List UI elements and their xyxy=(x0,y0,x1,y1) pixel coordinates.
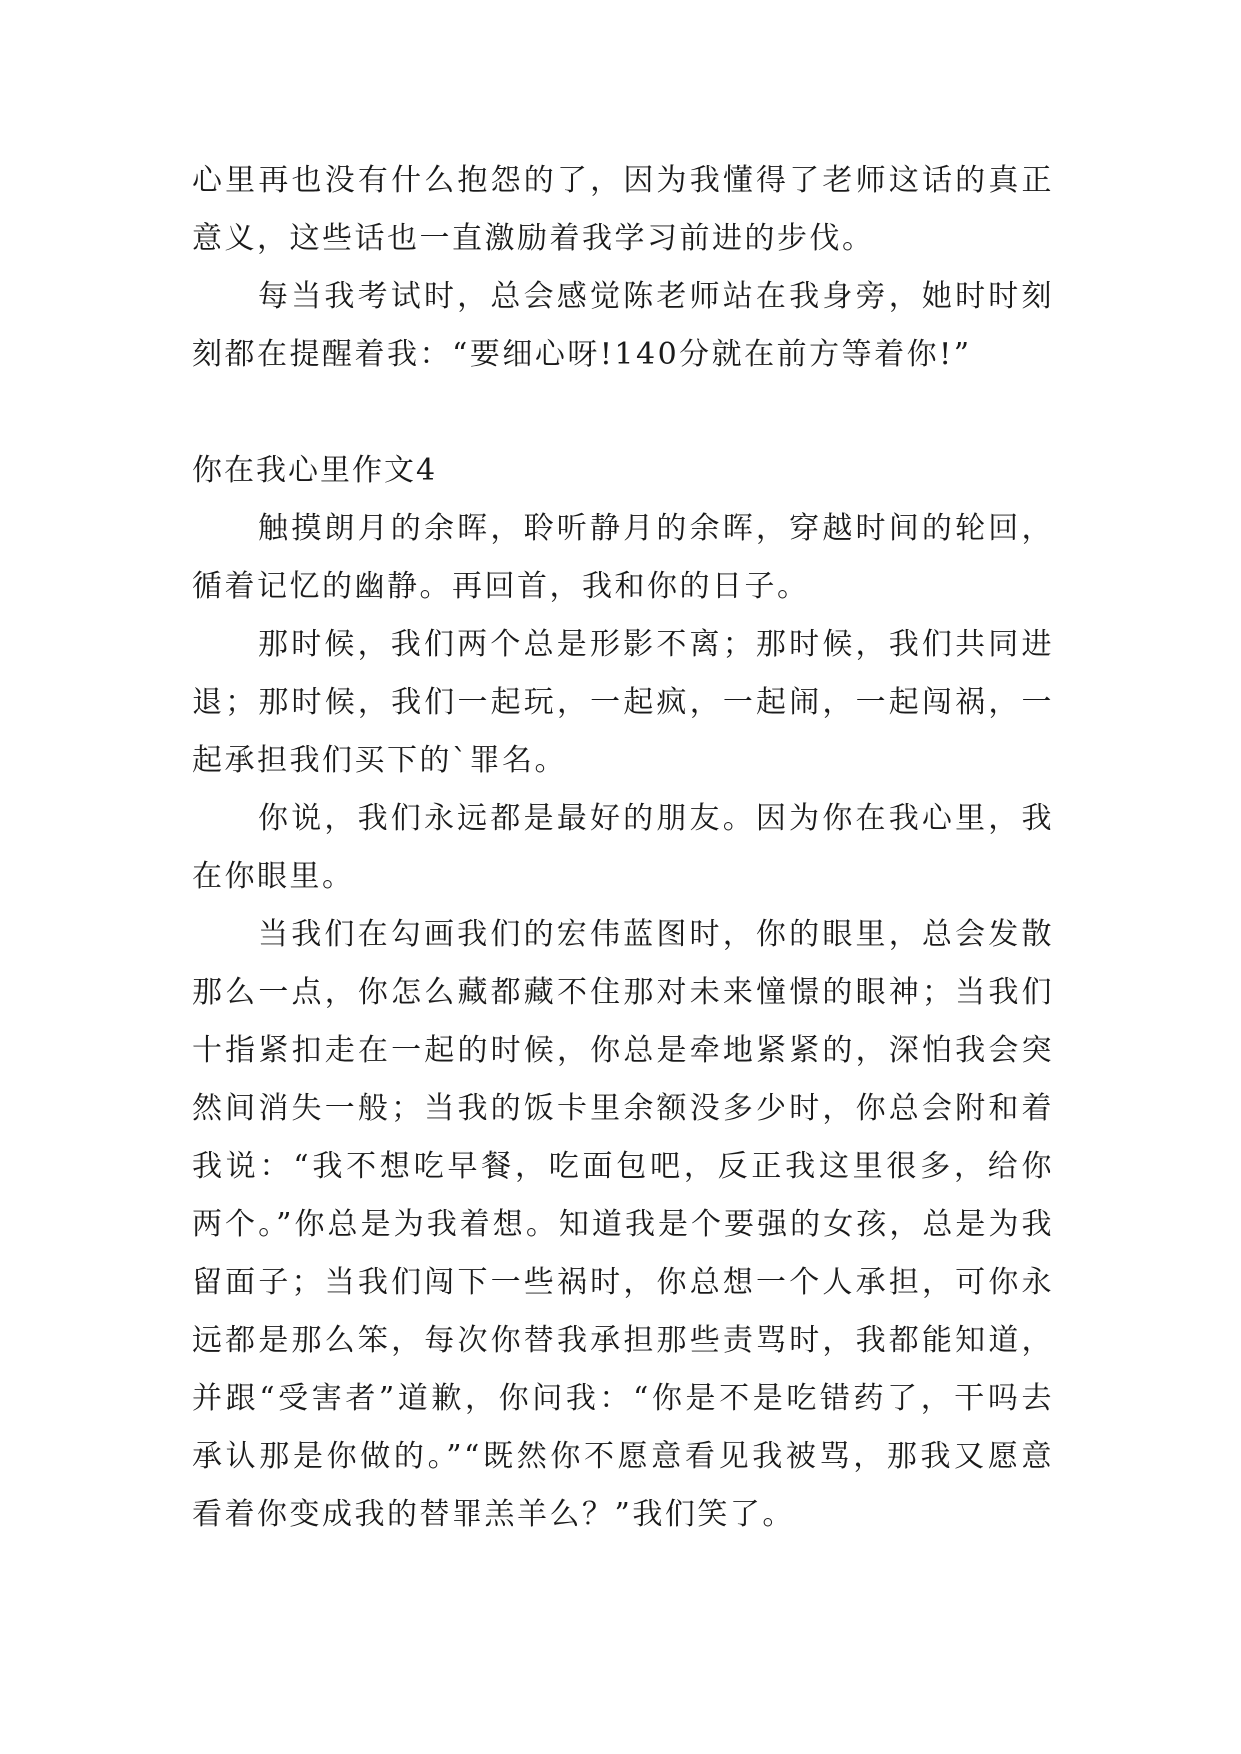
paragraph-back-then: 那时候，我们两个总是形影不离；那时候，我们共同进退；那时候，我们一起玩，一起疯，一起闹，一起闯祸，一起承担我们买下的`罪名。 xyxy=(192,627,1054,778)
document-body xyxy=(192,152,1054,1544)
section-title: 你在我心里作文4 xyxy=(192,453,438,488)
paragraph-moonlight: 触摸朗月的余晖，聆听静月的余晖，穿越时间的轮回，循着记忆的幽静。再回首，我和你的日子。 xyxy=(192,511,1054,604)
paragraph-memories: 当我们在勾画我们的宏伟蓝图时，你的眼里，总会发散那么一点，你怎么藏都藏不住那对未来憧憬的眼神；当我们十指紧扣走在一起的时候，你总是牵地紧紧的，深怕我会突然间消失一般；当我的饭卡里余额没多少时，你总会附和着我说：“我不想吃早餐，吃面包吧，反正我这里很多，给你两个。”你总是为我着想。知道我是个要强的女孩，总是为我留面子；当我们闯下一些祸时，你总想一个人承担，可你永远都是那么笨，每次你替我承担那些责骂时，我都能知道，并跟“受害者”道歉，你问我：“你是不是吃错药了，干吗去承认那是你做的。”“既然你不愿意看见我被骂，那我又愿意看着你变成我的替罪羔羊么？”我们笑了。 xyxy=(192,917,1054,1532)
paragraph-exam: 每当我考试时，总会感觉陈老师站在我身旁，她时时刻刻都在提醒着我：“要细心呀!140分就在前方等着你!” xyxy=(192,279,1054,372)
paragraph-best-friends: 你说，我们永远都是最好的朋友。因为你在我心里，我在你眼里。 xyxy=(192,801,1054,894)
paragraph-continuation: 心里再也没有什么抱怨的了，因为我懂得了老师这话的真正意义，这些话也一直激励着我学习前进的步伐。 xyxy=(192,163,1054,256)
